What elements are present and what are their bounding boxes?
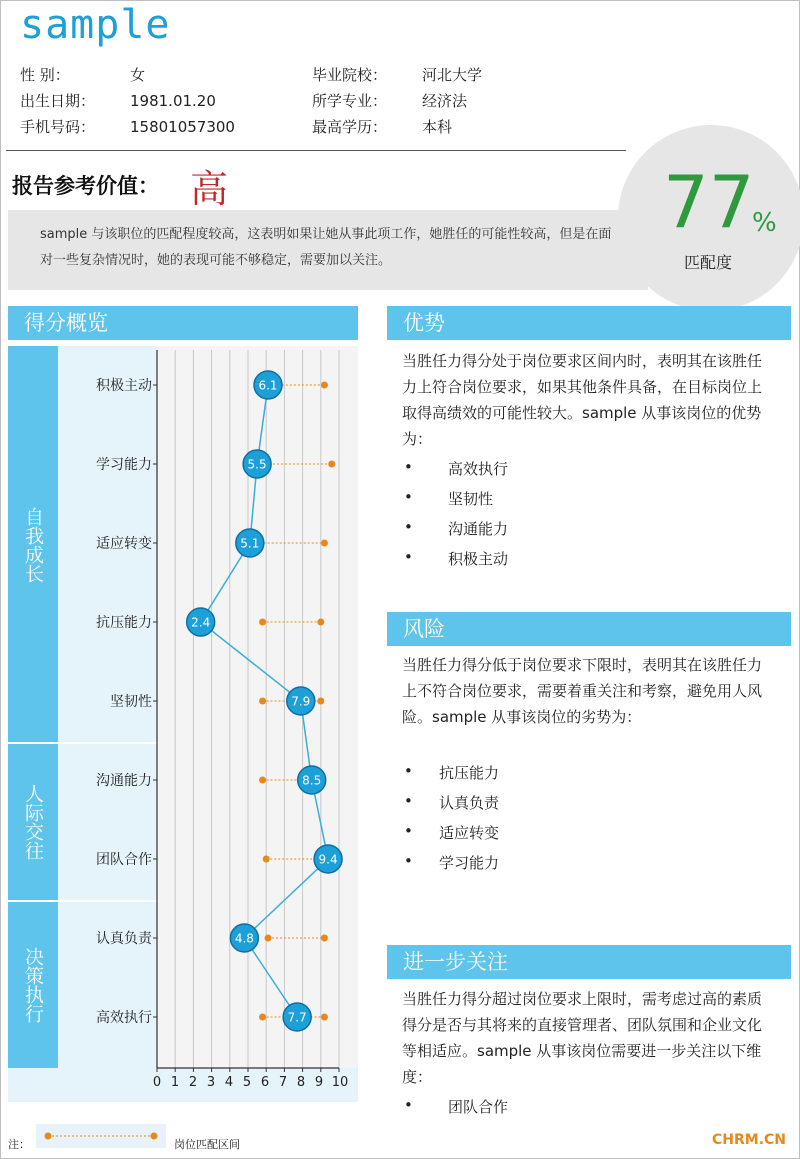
range-max-dot bbox=[321, 540, 328, 547]
note-range-label: 岗位匹配区间 bbox=[174, 1138, 240, 1151]
score-value-label: 7.7 bbox=[287, 1010, 307, 1025]
info-value: 女 bbox=[130, 66, 146, 84]
score-value-label: 2.4 bbox=[191, 615, 211, 630]
score-value-label: 4.8 bbox=[234, 931, 254, 946]
risk-label: 抗压能力 bbox=[439, 764, 500, 782]
score-value-label: 7.9 bbox=[291, 694, 311, 709]
legend-range-dot bbox=[151, 1133, 158, 1140]
overview-header: 得分概览 bbox=[8, 306, 358, 340]
advantage-label: 高效执行 bbox=[448, 460, 509, 478]
range-min-dot bbox=[263, 856, 270, 863]
info-label: 出生日期： bbox=[20, 92, 96, 110]
info-value: 15801057300 bbox=[130, 118, 235, 136]
risk-label: 认真负责 bbox=[439, 794, 500, 812]
x-tick-label: 10 bbox=[331, 1075, 349, 1090]
x-tick-label: 6 bbox=[260, 1075, 270, 1090]
bullet-dot: • bbox=[404, 822, 413, 840]
range-max-dot bbox=[321, 935, 328, 942]
attention-header: 进一步关注 bbox=[387, 945, 791, 979]
info-label: 手机号码： bbox=[20, 118, 96, 136]
category-label: 积极主动 bbox=[96, 378, 152, 394]
advantage-item bbox=[404, 488, 604, 509]
range-min-dot bbox=[259, 1014, 266, 1021]
info-label: 毕业院校： bbox=[312, 66, 388, 84]
report-title: 报告参考价值： bbox=[12, 174, 159, 198]
match-unit: % bbox=[752, 208, 777, 238]
x-tick-label: 2 bbox=[188, 1075, 198, 1090]
score-value-label: 5.1 bbox=[240, 536, 260, 551]
legend-range-dot bbox=[45, 1133, 52, 1140]
x-tick-label: 4 bbox=[224, 1075, 234, 1090]
advantage-label: 沟通能力 bbox=[448, 520, 509, 538]
range-min-dot bbox=[259, 777, 266, 784]
group-label: 人际交往 bbox=[22, 784, 44, 860]
risk-item bbox=[404, 792, 604, 813]
score-value-label: 6.1 bbox=[258, 378, 278, 393]
range-max-dot bbox=[328, 461, 335, 468]
category-label: 团队合作 bbox=[96, 852, 152, 868]
category-label: 坚韧性 bbox=[110, 694, 152, 710]
range-max-dot bbox=[321, 382, 328, 389]
info-value: 本科 bbox=[422, 118, 453, 136]
bullet-dot: • bbox=[404, 762, 413, 780]
advantage-item bbox=[404, 548, 604, 569]
advantages-header: 优势 bbox=[387, 306, 791, 340]
bullet-dot: • bbox=[404, 518, 413, 536]
x-tick-label: 7 bbox=[278, 1075, 288, 1090]
watermark: CHRM.CN bbox=[712, 1132, 787, 1148]
category-label: 沟通能力 bbox=[96, 773, 152, 789]
advantage-item bbox=[404, 458, 604, 479]
bullet-dot: • bbox=[404, 852, 413, 870]
range-max-dot bbox=[317, 698, 324, 705]
x-tick-label: 0 bbox=[152, 1075, 162, 1090]
risks-text: 当胜任力得分低于岗位要求下限时，表明其在该胜任力上不符合岗位要求，需要着重关注和考察，避免用人风险。sample 从事该岗位的劣势为： bbox=[402, 656, 763, 726]
range-max-dot bbox=[317, 619, 324, 626]
range-max-dot bbox=[321, 1014, 328, 1021]
report-level: 高 bbox=[190, 167, 229, 211]
note-label: 注： bbox=[8, 1138, 30, 1151]
x-tick-label: 3 bbox=[206, 1075, 216, 1090]
info-label: 性 别： bbox=[20, 66, 70, 84]
category-label: 高效执行 bbox=[96, 1010, 152, 1026]
advantage-label: 积极主动 bbox=[448, 550, 509, 568]
range-min-dot bbox=[259, 698, 266, 705]
bullet-dot: • bbox=[404, 548, 413, 566]
category-label: 抗压能力 bbox=[96, 615, 152, 631]
advantage-item bbox=[404, 518, 604, 539]
advantage-label: 坚韧性 bbox=[448, 490, 494, 508]
candidate-name: sample bbox=[20, 2, 171, 48]
info-value: 1981.01.20 bbox=[130, 92, 216, 110]
x-tick-label: 8 bbox=[296, 1075, 306, 1090]
range-legend-symbol bbox=[36, 1124, 166, 1148]
score-value-label: 8.5 bbox=[302, 773, 322, 788]
attention-label: 团队合作 bbox=[448, 1098, 509, 1116]
score-value-label: 9.4 bbox=[318, 852, 338, 867]
x-tick-label: 9 bbox=[314, 1075, 324, 1090]
info-label: 所学专业： bbox=[312, 92, 388, 110]
info-label: 最高学历： bbox=[312, 118, 388, 136]
risk-item bbox=[404, 852, 604, 873]
x-tick-label: 1 bbox=[170, 1075, 180, 1090]
risk-label: 适应转变 bbox=[439, 824, 500, 842]
score-value-label: 5.5 bbox=[247, 457, 267, 472]
info-value: 河北大学 bbox=[422, 66, 483, 84]
bullet-dot: • bbox=[404, 458, 413, 476]
risks-header: 风险 bbox=[387, 612, 791, 646]
risk-item bbox=[404, 822, 604, 843]
category-label: 学习能力 bbox=[96, 457, 152, 473]
group-label: 自我成长 bbox=[22, 506, 44, 583]
category-label: 认真负责 bbox=[96, 931, 152, 947]
advantages-text: 当胜任力得分处于岗位要求区间内时，表明其在该胜任力上符合岗位要求，如果其他条件具备，在目标岗位上取得高绩效的可能性较大。sample 从事该岗位的优势为： bbox=[402, 352, 763, 448]
range-min-dot bbox=[259, 619, 266, 626]
match-label: 匹配度 bbox=[684, 253, 733, 272]
range-min-dot bbox=[265, 935, 272, 942]
group-label: 决策执行 bbox=[22, 946, 44, 1023]
summary-text: sample 与该职位的匹配程度较高，这表明如果让她从事此项工作，她胜任的可能性较高，但是在面对一些复杂情况时，她的表现可能不够稳定，需要加以关注。 bbox=[40, 227, 612, 268]
risk-label: 学习能力 bbox=[439, 854, 500, 872]
x-tick-label: 5 bbox=[242, 1075, 252, 1090]
risk-item bbox=[404, 762, 604, 783]
match-value: 77 bbox=[663, 160, 755, 244]
bullet-dot: • bbox=[404, 1096, 413, 1114]
bullet-dot: • bbox=[404, 792, 413, 810]
info-value: 经济法 bbox=[422, 92, 468, 110]
attention-text: 当胜任力得分超过岗位要求上限时，需考虑过高的素质得分是否与其将来的直接管理者、团队氛围和企业文化等相适应。sample 从事该岗位需要进一步关注以下维度： bbox=[402, 990, 763, 1086]
attention-item bbox=[404, 1096, 604, 1117]
category-label: 适应转变 bbox=[96, 536, 152, 552]
bullet-dot: • bbox=[404, 488, 413, 506]
